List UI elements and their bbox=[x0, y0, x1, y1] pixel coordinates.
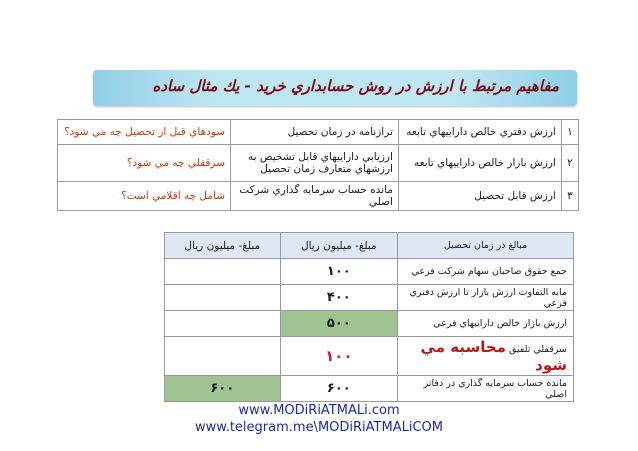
amount-value bbox=[165, 311, 281, 337]
page-title: مفاهيم مرتبط با ارزش در روش حسابداري خريد - يك مثال ساده bbox=[152, 77, 559, 95]
concept-cell: ارزش بازار خالص داراييهاي تابعه bbox=[398, 145, 561, 182]
amount-value: ۴۰۰ bbox=[280, 285, 398, 311]
table-row bbox=[58, 182, 579, 211]
concept-source-cell: ارزيابي داراييهاي قابل تشخيص به ارزشهاي متعارف زمان تحصيل bbox=[231, 145, 399, 182]
table-header-row bbox=[165, 233, 574, 259]
concept-source-cell: ترازنامه در زمان تحصيل bbox=[231, 120, 399, 145]
amount-value: ۶۰۰ bbox=[280, 376, 398, 402]
header-label: مبالغ در زمان تحصيل bbox=[398, 233, 574, 259]
table-row bbox=[165, 285, 574, 311]
concepts-table bbox=[57, 119, 579, 211]
table-row bbox=[165, 337, 574, 376]
amount-value-highlight: ۶۰۰ bbox=[165, 376, 281, 402]
amount-value bbox=[165, 285, 281, 311]
header-amount-2: مبلغ- ميليون ريال bbox=[165, 233, 281, 259]
goodwill-label: سرقفلي تلفيق bbox=[508, 344, 567, 355]
concept-question-cell: سرقفلي چه مي شود؟ bbox=[58, 145, 231, 182]
table-row bbox=[58, 120, 579, 145]
concept-question-cell: شامل چه اقلامي است؟ bbox=[58, 182, 231, 211]
row-label: مابه التفاوت ارزش بازار تا ارزش دفتري فرعي bbox=[398, 285, 574, 311]
row-label: جمع حقوق صاحبان سهام شركت فرعي bbox=[398, 259, 574, 285]
amount-value: ۱۰۰ bbox=[280, 259, 398, 285]
footer-telegram: www.telegram.me\MODiRiATMALiCOM bbox=[195, 420, 443, 435]
row-label: مانده حساب سرمايه گذاري در دفاتر اصلي bbox=[398, 376, 574, 402]
amounts-table bbox=[164, 232, 574, 402]
concept-cell: ارزش دفتري خالص داراييهاي تابعه bbox=[398, 120, 561, 145]
calculated-note: محاسبه مي شود bbox=[420, 338, 567, 374]
amount-value-goodwill: ۱۰۰ bbox=[280, 337, 398, 376]
row-label bbox=[398, 337, 574, 376]
footer-website: www.MODiRiATMALi.com bbox=[238, 403, 400, 418]
concept-cell: ارزش قابل تحصيل bbox=[398, 182, 561, 211]
table-row bbox=[165, 259, 574, 285]
title-banner bbox=[93, 70, 577, 106]
concept-question-cell: سودهاي قبل از تحصيل چه مي شود؟ bbox=[58, 120, 231, 145]
concept-source-cell: مانده حساب سرمايه گذاري شركت اصلي bbox=[231, 182, 399, 211]
row-number: ۲ bbox=[561, 145, 578, 182]
amount-value bbox=[165, 259, 281, 285]
row-number: ۳ bbox=[561, 182, 578, 211]
row-label: ارزش بازار خالص داراييهاي فرعي bbox=[398, 311, 574, 337]
amount-value-highlight: ۵۰۰ bbox=[280, 311, 398, 337]
table-row bbox=[58, 145, 579, 182]
row-number: ۱ bbox=[561, 120, 578, 145]
header-amount-1: مبلغ- ميليون ريال bbox=[280, 233, 398, 259]
table-row bbox=[165, 376, 574, 402]
amount-value bbox=[165, 337, 281, 376]
table-row bbox=[165, 311, 574, 337]
